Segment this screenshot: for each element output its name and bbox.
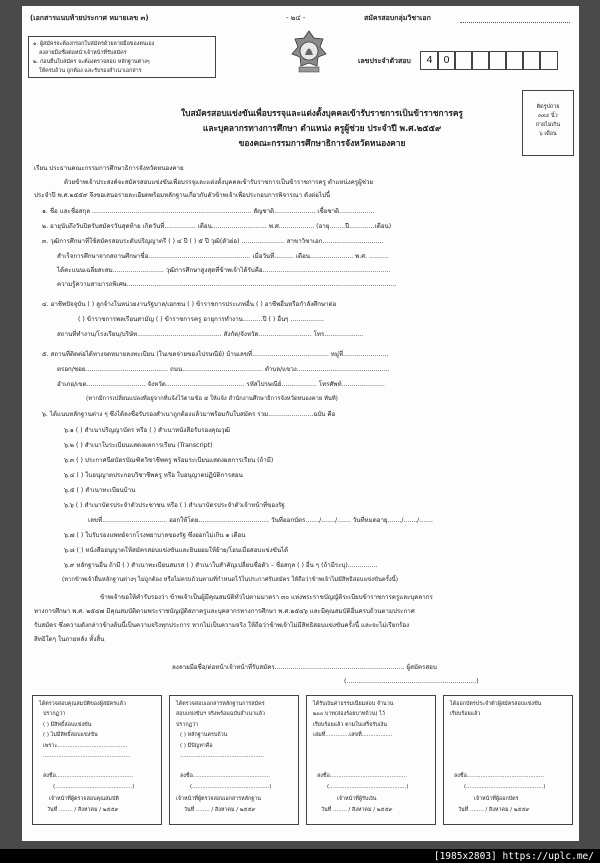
declaration-line-2: ทางการศึกษา พ.ศ. ๒๕๔๗ มีคุณสมบัติตามพระราชบัญญัติสภาครูและบุคลากรทางการศึกษา พ.ศ.๒๕๔๖ และมีคุณสมบัติอื่นครบถ้วนตามประกาศ [34,608,415,615]
id-digit-2: 0 [437,51,456,70]
id-digit-8 [539,51,558,70]
image-caption-bar [0,849,600,863]
ministry-emblem-icon [290,30,328,74]
field-institution[interactable]: สำเร็จการศึกษาจากสถานศึกษาชื่อ.................................................... เมื่อวันที่.......... เดือน...................... พ.ศ. .......... [57,253,389,260]
field-address-2[interactable]: ตรอก/ซอย.......................................... ถนน......................................... ตำบล/แขวง............................................... [57,366,390,373]
officer-signature[interactable]: ลงชื่อ............................................. [180,773,270,779]
note-line: ลงลายมือชื่อต่อหน้าเจ้าหน้าที่รับสมัคร [39,50,127,56]
address-change-note: (หากมีการเปลี่ยนแปลงที่อยู่จากที่แจ้งไว้ตามข้อ ๕ ให้แจ้ง สำนักงานศึกษาธิการจังหวัดหนองคาย ทันที) [86,396,338,402]
box-date[interactable]: วันที่ ........ / สิงหาคม / ๒๕๕๙ [458,807,530,813]
officer-signature[interactable]: ลงชื่อ............................................. [454,773,544,779]
page-number: - ๒๔ - [286,14,306,22]
field-occupation-2[interactable]: ( ) ข้าราชการพลเรือนสามัญ ( ) ข้าราชการครู อายุการทำงาน..........ปี ( ) อื่นๆ ................. [78,316,324,323]
intro-line-2: ประจำปี พ.ศ.๒๕๕๙ จึงขอเสนอรายละเอียดพร้อมหลักฐานเกี่ยวกับตัวข้าพเจ้าเพื่อประกอบการพิจารณา ดังต่อไปนี้ [34,192,331,199]
field-age[interactable]: ๒. อายุนับถึงวันปิดรับสมัครวันสุดท้าย เกิดวันที่................ เดือน............................ พ.ศ.................. (อายุ........ปี.............เดือน) [42,223,392,230]
officer-name[interactable]: (.............................................) [327,784,409,790]
officer-signature[interactable]: ลงชื่อ............................................. [43,773,133,779]
attachment-item[interactable]: ๖.๙ หลักฐานอื่น ถ้ามี ( ) สำเนาทะเบียนสมรส ( ) สำเนาใบสำคัญเปลี่ยนชื่อตัว – ชื่อสกุล ( ) อื่น ๆ (ถ้ามีระบุ)............... [64,562,378,569]
box-line: ๒๐๐ บาท(สองร้อยบาทถ้วน) ไว้ [313,711,385,717]
attachment-item[interactable]: ๖.๔ ( ) ใบอนุญาตประกอบวิชาชีพครู หรือ ใบอนุญาตปฏิบัติการสอน [64,472,243,479]
receipt-number[interactable]: เล่มที่..............เลขที่.................. [313,732,393,738]
photo-caption: ๖ เดือน [539,131,557,137]
box-date[interactable]: วันที่ ........ / สิงหาคม / ๒๕๕๙ [184,807,256,813]
officer-role: เจ้าหน้าที่ผู้ตรวจสอบเอกสารหลักฐาน [176,796,261,802]
form-title-line3: ของคณะกรรมการศึกษาธิการจังหวัดหนองคาย [238,138,406,148]
id-card-issued-box [443,695,573,825]
instruction-notes [28,36,216,78]
fee-receipt-box [306,695,436,825]
documents-check-box [169,695,299,825]
box-date[interactable]: วันที่ ........ / สิงหาคม / ๒๕๕๙ [47,807,119,813]
box-line[interactable]: ................................................. [180,753,264,759]
officer-role: เจ้าหน้าที่ผู้ตรวจสอบคุณสมบัติ [49,796,119,802]
officer-role: เจ้าหน้าที่ผู้รับเงิน [337,796,377,802]
field-gpa[interactable]: ได้คะแนนเฉลี่ยสะสม.......................... วุฒิการศึกษาสูงสุดที่ข้าพเจ้าได้รับคือ................................................................. [57,267,391,274]
form-title-line1: ใบสมัครสอบแข่งขันเพื่อบรรจุและแต่งตั้งบุคคลเข้ารับราชการเป็นข้าราชการครู [181,108,463,118]
ineligible-option[interactable]: ( ) ไม่มีสิทธิ์สอบแข่งขัน [43,732,98,738]
note-line: ๒. ก่อนยื่นใบสมัคร จะต้องตรวจสอบ หลักฐานต่างๆ [33,59,150,65]
note-line: ให้ครบถ้วน ถูกต้อง และรับรองสำเนาเอกสาร [39,68,142,74]
officer-name[interactable]: (.............................................) [464,784,546,790]
field-degree[interactable]: ๓. วุฒิการศึกษาที่ใช้สมัครสอบระดับปริญญาตรี ( ) ๔ ปี ( ) ๕ ปี วุฒิ(ตัวย่อ) ...................... สาขาวิชาเอก............................... [42,238,384,245]
intro-line-1: ด้วยข้าพเจ้าประสงค์จะสมัครสอบแข่งขันเพื่อบรรจุและแต่งตั้งบุคคลเข้ารับราชการเป็นข้าราชการครู ตำแหน่งครูผู้ช่วย [64,179,374,186]
field-special-skills[interactable]: ความรู้ความสามารถพิเศษ......................................................................................................................................... [57,281,397,288]
attachment-item[interactable]: ๖.๗ ( ) ใบรับรองแพทย์จากโรงพยาบาลของรัฐ ซึ่งออกไม่เกิน ๑ เดือน [64,532,246,539]
incomplete-documents-warning: (หากข้าพเจ้ายื่นหลักฐานต่างๆ ไม่ถูกต้อง หรือไม่ครบถ้วนตามที่กำหนดไว้ในประกาศรับสมัคร ให้ถือว่าข้าพเจ้าไม่มีสิทธิสอบแข่งขันครั้งนี้) [62,577,398,583]
box-line: ได้รับเงินค่าธรรมเนียมสอบ จำนวน [313,701,394,707]
declaration-line-1: ข้าพเจ้าขอให้คำรับรองว่า ข้าพเจ้าเป็นผู้มีคุณสมบัติทั่วไปตามมาตรา ๓๐ แห่งพระราชบัญญัติระเบียบข้าราชการครูและบุคลากร [100,594,433,601]
image-caption: [1985x2803] https://uplc.me/ [433,851,594,862]
box-line: เรียบร้อยแล้ว ตามใบเสร็จรับเงิน [313,722,387,728]
form-title-line2: และบุคลากรทางการศึกษา ตำแหน่ง ครูผู้ช่วย ประจำปี พ.ศ.๒๕๕๙ [202,123,442,133]
eligible-option[interactable]: ( ) มีสิทธิ์สอบแข่งขัน [43,722,92,728]
box-line: สอบแข่งขันฯ จริงพร้อมฉบับสำเนาแล้ว [176,711,265,717]
declaration-line-4: สิทธิใดๆ ในภายหลัง ทั้งสิ้น [34,636,105,643]
id-card-details[interactable]: เลขที่................................. ออกให้โดย.................................... วันที่ออกบัตร......./......./....... วันที่หมดอายุ......./......./....... [88,517,434,524]
attachments-heading[interactable]: ๖. ได้แนบหลักฐานต่าง ๆ ซึ่งได้ลงชื่อรับรองสำเนาถูกต้องแล้วมาพร้อมกับใบสมัคร รวม.......................ฉบับ คือ [42,411,336,418]
note-line: ๑. ผู้สมัครจะต้องกรอกใบสมัครด้วยลายมือของตนเอง [33,41,155,47]
officer-name[interactable]: (.............................................) [53,784,135,790]
id-label: เลขประจำตัวสอบ [358,57,411,65]
box-line: ปรากฏว่า [176,722,199,728]
photo-box[interactable] [522,90,574,156]
box-line: ปรากฏว่า [43,711,66,717]
box-line: ได้ออกบัตรประจำตัวผู้สมัครสอบแข่งขัน [450,701,542,707]
applicant-name-line[interactable]: (..................................................................) [344,678,479,685]
box-line[interactable]: เพราะ......................................... [43,743,128,749]
officer-role: เจ้าหน้าที่ผู้ออกบัตร [474,796,519,802]
id-digit-1: 4 [420,51,439,70]
complete-option[interactable]: ( ) หลักฐานครบถ้วน [180,732,228,738]
declaration-line-3: รับสมัคร ซึ่งความดังกล่าวข้างต้นนี้เป็นความจริงทุกประการ หากไม่เป็นความจริง ให้ถือว่าข้าพเจ้าไม่มีสิทธิสอบแข่งขันครั้งนี้ และจะไม่เรียกร้อง [34,622,410,629]
id-number-boxes[interactable] [420,51,560,70]
qualification-check-box [32,695,162,825]
photo-caption: ถ่ายไม่เกิน [535,122,561,128]
field-address-3[interactable]: อำเภอ/เขต.............................. จังหวัด........................................ รหัสไปรษณีย์.................. โทรศัพท์...................... [57,381,385,388]
officer-signature[interactable]: ลงชื่อ............................................. [317,773,407,779]
field-workplace[interactable]: สถานที่ทำงาน/โรงเรียน/บริษัท........................................... สังกัด/จังหวัด........................... โทร.................... [57,331,364,338]
attachment-item[interactable]: ๖.๑ ( ) สำเนาปริญญาบัตร หรือ ( ) สำเนาหนังสือรับรองคุณวุฒิ [64,427,231,434]
box-line: ได้ตรวจสอบคุณสมบัติของผู้สมัครแล้ว [39,701,126,707]
box-line: ได้ตรวจสอบเอกสารหลักฐานการสมัคร [176,701,265,707]
box-line[interactable]: ................................................... [43,753,131,759]
field-occupation[interactable]: ๔. อาชีพปัจจุบัน ( ) ลูกจ้างในหน่วยงานรัฐบาล/เอกชน ( ) ข้าราชการประเภทอื่น ( ) อาชีพอื่นหรือกำลังศึกษาต่อ [42,301,337,308]
field-name[interactable]: ๑. ชื่อ และชื่อสกุล ................................................................................. สัญชาติ..................... เชื้อชาติ.................. [42,208,375,215]
attachment-item[interactable]: ๖.๒ ( ) สำเนาใบระเบียนแสดงผลการเรียน (Transcript) [64,442,213,449]
field-address[interactable]: ๕. สถานที่ติดต่อได้ทางจดหมายลงทะเบียน (ในเขตจ่ายของไปรษณีย์) บ้านเลขที่....................................... หมู่ที่....................... [42,351,389,358]
application-form-page [22,6,579,841]
attachment-item[interactable]: ๖.๖ ( ) สำเนาบัตรประจำตัวประชาชน หรือ ( ) สำเนาบัตรประจำตัวเจ้าหน้าที่ของรัฐ [64,502,285,509]
exam-group-field[interactable] [460,22,570,23]
attachment-item[interactable]: ๖.๘ ( ) หนังสืออนุญาตให้สมัครสอบแข่งขันและยินยอมให้ย้าย/โอนเมื่อสอบแข่งขันได้ [64,547,289,554]
attachment-item[interactable]: ๖.๕ ( ) สำเนาทะเบียนบ้าน [64,487,136,494]
attachment-item[interactable]: ๖.๓ ( ) ประกาศนียบัตรบัณฑิตวิชาชีพครู พร้อมระเบียนแสดงผลการเรียน (ถ้ามี) [64,457,274,464]
salutation: เรียน ประธานคณะกรรมการศึกษาธิการจังหวัดหนองคาย [34,165,184,172]
officer-name[interactable]: (.............................................) [190,784,272,790]
box-line: เรียบร้อยแล้ว [450,711,481,717]
photo-caption: ติดรูปถ่าย [536,104,560,110]
photo-caption: ๓x๔ นิ้ว [538,113,558,119]
problem-option[interactable]: ( ) มีปัญหาคือ [180,743,213,749]
annex-title: (เอกสารแนบท้ายประกาศ หมายเลข ๓) [30,14,149,22]
applicant-signature-line[interactable]: ลงลายมือชื่อ/ต่อหน้าเจ้าหน้าที่รับสมัคร.................................................................. ผู้สมัครสอบ [172,664,437,671]
exam-group-label: สมัครสอบกลุ่มวิชาเอก [364,14,431,22]
box-date[interactable]: วันที่ ........ / สิงหาคม / ๒๕๕๙ [321,807,393,813]
